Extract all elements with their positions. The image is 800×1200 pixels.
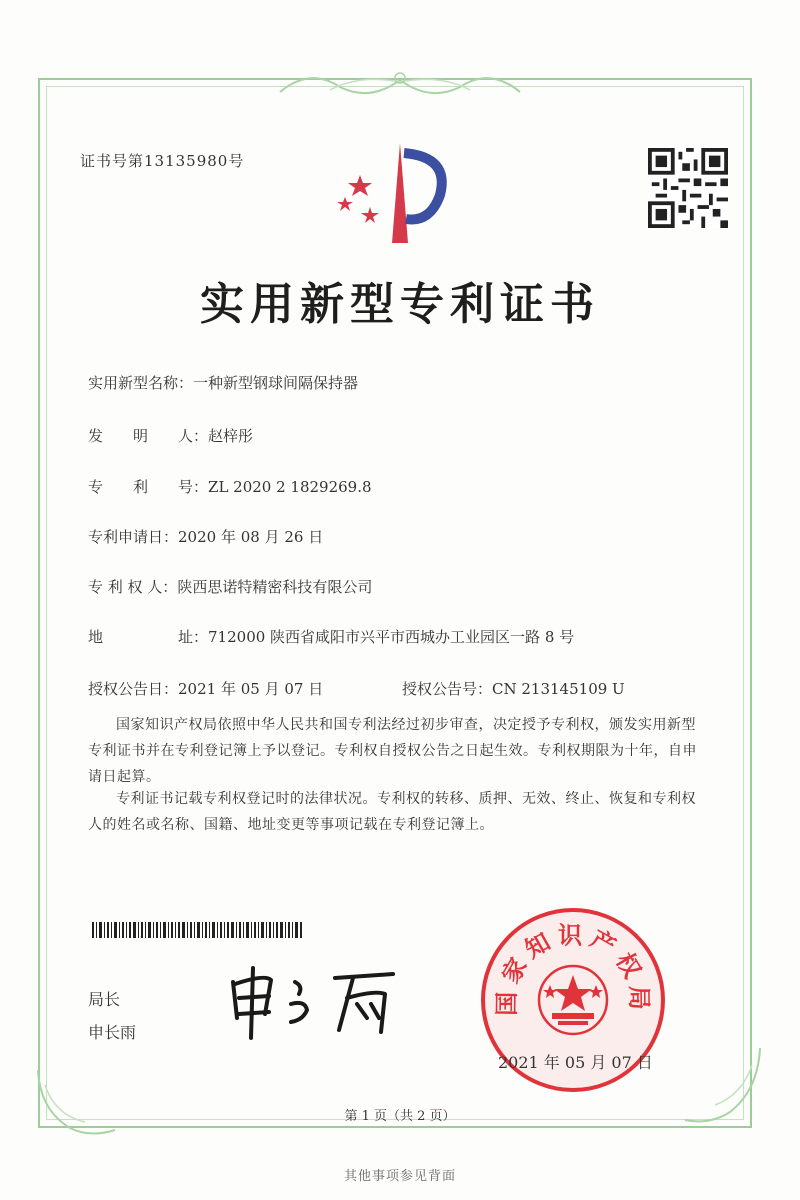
- inventor-label: 发 明 人：: [88, 427, 209, 445]
- footer-note: 其他事项参见背面: [343, 1169, 456, 1184]
- patentee-label: 专 利 权 人：: [88, 578, 178, 596]
- patentee-row: [88, 576, 372, 597]
- grant-number-row: [402, 678, 625, 699]
- grant-number-value: CN 213145109 U: [492, 680, 625, 698]
- filing-date-label: 专利申请日：: [88, 528, 179, 546]
- director-signature: [225, 960, 400, 1040]
- seal-date: 2021 年 05 月 07 日: [498, 1053, 653, 1072]
- name-label: 实用新型名称：: [88, 374, 194, 392]
- body-paragraph-2: 专利证书记载专利权登记时的法律状况。专利权的转移、质押、无效、终止、恢复和专利权人的姓名或名称、国籍、地址变更等事项记载在专利登记簿上。: [88, 791, 696, 833]
- page-title: 实用新型专利证书: [200, 279, 600, 330]
- grant-date-row: [88, 678, 323, 699]
- address-row: [88, 626, 574, 647]
- patent-number-label: 专 利 号：: [88, 478, 209, 496]
- cnipa-logo: [330, 135, 460, 245]
- bottom-left-ornament: [30, 1060, 120, 1140]
- patentee-value: 陕西思诺特精密科技有限公司: [177, 578, 373, 596]
- top-ornament: [270, 62, 530, 102]
- patent-number-row: [88, 476, 372, 497]
- address-label: 地 址：: [88, 628, 209, 646]
- page-number: 第 1 页（共 2 页）: [344, 1109, 456, 1124]
- filing-date-row: [88, 526, 323, 547]
- certificate-number: 证书号第13135980号: [80, 152, 245, 170]
- qr-code: [648, 148, 728, 228]
- filing-date-value: 2020 年 08 月 26 日: [178, 528, 324, 546]
- name-value: 一种新型钢球间隔保持器: [193, 374, 359, 392]
- director-title: 局长: [88, 990, 121, 1009]
- director-name: 申长雨: [88, 1023, 137, 1042]
- utility-model-name-row: [88, 372, 358, 393]
- grant-number-label: 授权公告号：: [402, 680, 493, 698]
- grant-date-value: 2021 年 05 月 07 日: [178, 680, 324, 698]
- inventor-value: 赵梓彤: [208, 427, 254, 445]
- body-paragraph-1: 国家知识产权局依照中华人民共和国专利法经过初步审查，决定授予专利权，颁发实用新型专利证书并在专利登记簿上予以登记。专利权自授权公告之日起生效。专利权期限为十年，自申请日起算。: [88, 717, 697, 785]
- seal-text: 国家知识产权局: [492, 921, 654, 1016]
- inventor-row: [88, 425, 253, 446]
- barcode: [92, 922, 302, 938]
- grant-date-label: 授权公告日：: [88, 680, 179, 698]
- patent-number-value: ZL 2020 2 1829269.8: [208, 478, 372, 496]
- address-value: 712000 陕西省咸阳市兴平市西城办工业园区一路 8 号: [208, 628, 575, 646]
